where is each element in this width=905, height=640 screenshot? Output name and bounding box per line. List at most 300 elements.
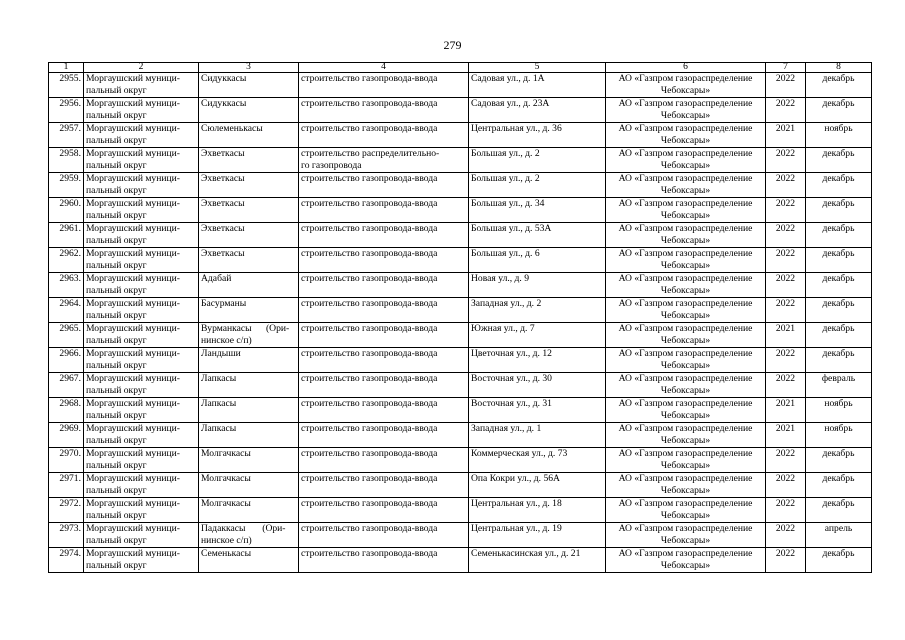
- settlement-cell: [199, 498, 299, 523]
- table-row: [49, 423, 872, 448]
- district-cell: [84, 173, 199, 198]
- district-line-2: пальный округ: [86, 259, 147, 271]
- work-line-1: строительство газопровода-ввода: [301, 298, 438, 309]
- work-line-1: строительство газопровода-ввода: [301, 123, 438, 134]
- address-cell: Центральная ул., д. 36: [469, 123, 606, 148]
- gasification-table: [48, 62, 872, 573]
- month-cell: декабрь: [806, 73, 872, 98]
- settlement-cell: [199, 548, 299, 573]
- district-line-1: Моргаушский муници-: [86, 298, 180, 309]
- work-cell: [299, 523, 469, 548]
- work-cell: [299, 148, 469, 173]
- address-cell: Большая ул., д. 2: [469, 148, 606, 173]
- work-cell: [299, 548, 469, 573]
- organization-cell: [606, 73, 766, 98]
- address-cell: Садовая ул., д. 23А: [469, 98, 606, 123]
- year-cell: 2022: [766, 148, 806, 173]
- work-cell: [299, 273, 469, 298]
- work-line-1: строительство газопровода-ввода: [301, 73, 438, 84]
- organization-cell: [606, 523, 766, 548]
- settlement-cell: [199, 98, 299, 123]
- table-row: [49, 473, 872, 498]
- organization-line-2: Чебоксары»: [660, 209, 711, 221]
- organization-line-2: Чебоксары»: [660, 559, 711, 571]
- address-cell: Садовая ул., д. 1А: [469, 73, 606, 98]
- address-cell: Центральная ул., д. 19: [469, 523, 606, 548]
- settlement-cell: [199, 223, 299, 248]
- work-cell: [299, 323, 469, 348]
- address-cell: Восточная ул., д. 31: [469, 398, 606, 423]
- district-cell: [84, 298, 199, 323]
- organization-line-1: АО «Газпром газораспределение: [618, 548, 753, 559]
- district-line-1: Моргаушский муници-: [86, 223, 180, 234]
- row-number: 2957.: [49, 123, 84, 148]
- district-cell: [84, 373, 199, 398]
- district-cell: [84, 73, 199, 98]
- table-row: [49, 373, 872, 398]
- row-number: 2956.: [49, 98, 84, 123]
- header-col-3: 3: [199, 63, 299, 73]
- month-cell: ноябрь: [806, 423, 872, 448]
- district-line-1: Моргаушский муници-: [86, 523, 180, 534]
- settlement-cell: [199, 248, 299, 273]
- district-line-2: пальный округ: [86, 509, 147, 521]
- settlement-line-1: Молгачкасы: [201, 448, 251, 459]
- row-number: 2961.: [49, 223, 84, 248]
- work-line-1: строительство газопровода-ввода: [301, 223, 438, 234]
- address-cell: Опа Кокри ул., д. 56А: [469, 473, 606, 498]
- row-number: 2960.: [49, 198, 84, 223]
- row-number: 2966.: [49, 348, 84, 373]
- work-cell: [299, 498, 469, 523]
- district-line-2: пальный округ: [86, 109, 147, 121]
- district-cell: [84, 398, 199, 423]
- month-cell: декабрь: [806, 473, 872, 498]
- work-cell: [299, 348, 469, 373]
- row-number: 2959.: [49, 173, 84, 198]
- work-line-1: строительство газопровода-ввода: [301, 248, 438, 259]
- district-line-1: Моргаушский муници-: [86, 198, 180, 209]
- settlement-line-1: Эхветкасы: [201, 148, 245, 159]
- district-line-2: пальный округ: [86, 534, 147, 546]
- row-number: 2969.: [49, 423, 84, 448]
- settlement-cell: [199, 198, 299, 223]
- district-line-2: пальный округ: [86, 484, 147, 496]
- month-cell: декабрь: [806, 323, 872, 348]
- organization-line-1: АО «Газпром газораспределение: [618, 148, 753, 159]
- table-header-row: [49, 63, 872, 73]
- organization-cell: [606, 498, 766, 523]
- settlement-cell: [199, 323, 299, 348]
- work-cell: [299, 373, 469, 398]
- table-row: [49, 123, 872, 148]
- organization-line-2: Чебоксары»: [660, 359, 711, 371]
- district-line-2: пальный округ: [86, 559, 147, 571]
- district-line-2: пальный округ: [86, 384, 147, 396]
- organization-line-2: Чебоксары»: [660, 134, 711, 146]
- organization-line-2: Чебоксары»: [660, 309, 711, 321]
- organization-cell: [606, 548, 766, 573]
- year-cell: 2022: [766, 198, 806, 223]
- district-line-2: пальный округ: [86, 209, 147, 221]
- organization-line-1: АО «Газпром газораспределение: [618, 73, 753, 84]
- month-cell: декабрь: [806, 173, 872, 198]
- settlement-line-1: Ландыши: [201, 348, 241, 359]
- organization-line-2: Чебоксары»: [660, 384, 711, 396]
- table-row: [49, 348, 872, 373]
- organization-line-1: АО «Газпром газораспределение: [618, 323, 753, 334]
- district-line-1: Моргаушский муници-: [86, 398, 180, 409]
- organization-line-1: АО «Газпром газораспределение: [618, 448, 753, 459]
- district-cell: [84, 523, 199, 548]
- table-row: [49, 523, 872, 548]
- work-line-1: строительство газопровода-ввода: [301, 98, 438, 109]
- year-cell: 2022: [766, 173, 806, 198]
- work-cell: [299, 298, 469, 323]
- settlement-line-1: Лапкасы: [201, 373, 237, 384]
- page-number: 279: [443, 38, 462, 52]
- year-cell: 2022: [766, 98, 806, 123]
- district-line-1: Моргаушский муници-: [86, 323, 180, 334]
- district-cell: [84, 473, 199, 498]
- district-cell: [84, 98, 199, 123]
- header-col-4: 4: [299, 63, 469, 73]
- table-row: [49, 198, 872, 223]
- organization-cell: [606, 323, 766, 348]
- address-cell: Южная ул., д. 7: [469, 323, 606, 348]
- settlement-line-1: Сидуккасы: [201, 73, 247, 84]
- organization-line-2: Чебоксары»: [660, 459, 711, 471]
- year-cell: 2022: [766, 298, 806, 323]
- settlement-line-2: нинское с/п): [201, 334, 252, 346]
- table-row: [49, 298, 872, 323]
- organization-line-1: АО «Газпром газораспределение: [618, 498, 753, 509]
- district-cell: [84, 273, 199, 298]
- organization-line-2: Чебоксары»: [660, 484, 711, 496]
- district-cell: [84, 123, 199, 148]
- year-cell: 2022: [766, 273, 806, 298]
- settlement-line-1: Семенькасы: [201, 548, 252, 559]
- address-cell: Восточная ул., д. 30: [469, 373, 606, 398]
- row-number: 2968.: [49, 398, 84, 423]
- address-cell: Новая ул., д. 9: [469, 273, 606, 298]
- organization-line-2: Чебоксары»: [660, 334, 711, 346]
- year-cell: 2021: [766, 398, 806, 423]
- work-line-2: го газопровода: [301, 159, 362, 171]
- organization-line-2: Чебоксары»: [660, 159, 711, 171]
- settlement-line-1: Лапкасы: [201, 398, 237, 409]
- settlement-line-1: Эхветкасы: [201, 173, 245, 184]
- work-line-1: строительство газопровода-ввода: [301, 173, 438, 184]
- district-line-2: пальный округ: [86, 84, 147, 96]
- month-cell: декабрь: [806, 548, 872, 573]
- settlement-line-1: Вурманкасы (Ори-: [201, 323, 290, 334]
- district-cell: [84, 348, 199, 373]
- year-cell: 2022: [766, 523, 806, 548]
- organization-line-1: АО «Газпром газораспределение: [618, 123, 753, 134]
- district-cell: [84, 198, 199, 223]
- district-line-1: Моргаушский муници-: [86, 98, 180, 109]
- work-cell: [299, 73, 469, 98]
- district-line-1: Моргаушский муници-: [86, 73, 180, 84]
- table-row: [49, 273, 872, 298]
- settlement-cell: [199, 173, 299, 198]
- district-cell: [84, 498, 199, 523]
- organization-line-1: АО «Газпром газораспределение: [618, 398, 753, 409]
- month-cell: декабрь: [806, 498, 872, 523]
- header-col-7: 7: [766, 63, 806, 73]
- organization-line-1: АО «Газпром газораспределение: [618, 523, 753, 534]
- row-number: 2973.: [49, 523, 84, 548]
- organization-line-2: Чебоксары»: [660, 84, 711, 96]
- organization-line-2: Чебоксары»: [660, 509, 711, 521]
- district-line-2: пальный округ: [86, 434, 147, 446]
- settlement-line-1: Молгачкасы: [201, 473, 251, 484]
- row-number: 2962.: [49, 248, 84, 273]
- settlement-line-1: Падаккасы (Ори-: [201, 523, 286, 534]
- organization-cell: [606, 173, 766, 198]
- work-cell: [299, 223, 469, 248]
- work-line-1: строительство газопровода-ввода: [301, 373, 438, 384]
- organization-cell: [606, 148, 766, 173]
- month-cell: декабрь: [806, 98, 872, 123]
- work-line-1: строительство газопровода-ввода: [301, 498, 438, 509]
- organization-line-2: Чебоксары»: [660, 259, 711, 271]
- work-line-1: строительство газопровода-ввода: [301, 323, 438, 334]
- row-number: 2955.: [49, 73, 84, 98]
- organization-line-2: Чебоксары»: [660, 434, 711, 446]
- settlement-cell: [199, 398, 299, 423]
- row-number: 2963.: [49, 273, 84, 298]
- work-line-1: строительство газопровода-ввода: [301, 448, 438, 459]
- organization-line-1: АО «Газпром газораспределение: [618, 248, 753, 259]
- address-cell: Большая ул., д. 53А: [469, 223, 606, 248]
- settlement-line-1: Лапкасы: [201, 423, 237, 434]
- settlement-cell: [199, 423, 299, 448]
- table-row: [49, 148, 872, 173]
- organization-line-1: АО «Газпром газораспределение: [618, 198, 753, 209]
- district-line-1: Моргаушский муници-: [86, 423, 180, 434]
- address-cell: Цветочная ул., д. 12: [469, 348, 606, 373]
- organization-line-1: АО «Газпром газораспределение: [618, 223, 753, 234]
- work-cell: [299, 198, 469, 223]
- year-cell: 2022: [766, 473, 806, 498]
- address-cell: Центральная ул., д. 18: [469, 498, 606, 523]
- organization-line-1: АО «Газпром газораспределение: [618, 473, 753, 484]
- table-row: [49, 498, 872, 523]
- year-cell: 2021: [766, 323, 806, 348]
- district-line-1: Моргаушский муници-: [86, 548, 180, 559]
- work-cell: [299, 473, 469, 498]
- settlement-cell: [199, 448, 299, 473]
- settlement-cell: [199, 348, 299, 373]
- row-number: 2971.: [49, 473, 84, 498]
- month-cell: декабрь: [806, 248, 872, 273]
- organization-cell: [606, 298, 766, 323]
- header-col-8: 8: [806, 63, 872, 73]
- district-line-2: пальный округ: [86, 134, 147, 146]
- work-cell: [299, 448, 469, 473]
- row-number: 2967.: [49, 373, 84, 398]
- year-cell: 2021: [766, 123, 806, 148]
- work-cell: [299, 173, 469, 198]
- work-cell: [299, 398, 469, 423]
- district-line-1: Моргаушский муници-: [86, 473, 180, 484]
- year-cell: 2021: [766, 423, 806, 448]
- table-row: [49, 223, 872, 248]
- year-cell: 2022: [766, 548, 806, 573]
- district-line-1: Моргаушский муници-: [86, 373, 180, 384]
- organization-line-1: АО «Газпром газораспределение: [618, 98, 753, 109]
- header-col-1: 1: [49, 63, 84, 73]
- organization-line-2: Чебоксары»: [660, 409, 711, 421]
- work-line-1: строительство газопровода-ввода: [301, 348, 438, 359]
- settlement-line-1: Молгачкасы: [201, 498, 251, 509]
- work-line-1: строительство газопровода-ввода: [301, 423, 438, 434]
- row-number: 2972.: [49, 498, 84, 523]
- district-line-1: Моргаушский муници-: [86, 498, 180, 509]
- district-line-2: пальный округ: [86, 334, 147, 346]
- month-cell: декабрь: [806, 148, 872, 173]
- organization-line-1: АО «Газпром газораспределение: [618, 373, 753, 384]
- month-cell: декабрь: [806, 348, 872, 373]
- work-cell: [299, 423, 469, 448]
- settlement-line-1: Эхветкасы: [201, 198, 245, 209]
- row-number: 2970.: [49, 448, 84, 473]
- district-cell: [84, 323, 199, 348]
- organization-cell: [606, 248, 766, 273]
- year-cell: 2022: [766, 498, 806, 523]
- settlement-cell: [199, 523, 299, 548]
- month-cell: ноябрь: [806, 123, 872, 148]
- row-number: 2974.: [49, 548, 84, 573]
- district-line-1: Моргаушский муници-: [86, 173, 180, 184]
- organization-line-1: АО «Газпром газораспределение: [618, 273, 753, 284]
- settlement-cell: [199, 373, 299, 398]
- district-cell: [84, 223, 199, 248]
- organization-line-1: АО «Газпром газораспределение: [618, 348, 753, 359]
- work-line-1: строительство распределительно-: [301, 148, 440, 159]
- district-line-1: Моргаушский муници-: [86, 448, 180, 459]
- organization-line-2: Чебоксары»: [660, 534, 711, 546]
- organization-line-2: Чебоксары»: [660, 234, 711, 246]
- year-cell: 2022: [766, 373, 806, 398]
- month-cell: декабрь: [806, 448, 872, 473]
- organization-cell: [606, 448, 766, 473]
- address-cell: Коммерческая ул., д. 73: [469, 448, 606, 473]
- district-line-2: пальный округ: [86, 284, 147, 296]
- district-line-2: пальный округ: [86, 459, 147, 471]
- row-number: 2958.: [49, 148, 84, 173]
- settlement-line-1: Эхветкасы: [201, 248, 245, 259]
- district-line-1: Моргаушский муници-: [86, 148, 180, 159]
- work-cell: [299, 98, 469, 123]
- district-line-1: Моргаушский муници-: [86, 273, 180, 284]
- year-cell: 2022: [766, 73, 806, 98]
- table-row: [49, 548, 872, 573]
- work-line-1: строительство газопровода-ввода: [301, 273, 438, 284]
- settlement-cell: [199, 123, 299, 148]
- district-cell: [84, 423, 199, 448]
- organization-cell: [606, 123, 766, 148]
- address-cell: Большая ул., д. 2: [469, 173, 606, 198]
- address-cell: Западная ул., д. 2: [469, 298, 606, 323]
- settlement-line-1: Сюлеменькасы: [201, 123, 263, 134]
- address-cell: Большая ул., д. 34: [469, 198, 606, 223]
- settlement-cell: [199, 473, 299, 498]
- header-col-6: 6: [606, 63, 766, 73]
- table-row: [49, 398, 872, 423]
- table-row: [49, 98, 872, 123]
- address-cell: Семенькасинская ул., д. 21: [469, 548, 606, 573]
- month-cell: декабрь: [806, 198, 872, 223]
- district-line-1: Моргаушский муници-: [86, 348, 180, 359]
- organization-cell: [606, 373, 766, 398]
- settlement-line-1: Эхветкасы: [201, 223, 245, 234]
- district-line-2: пальный округ: [86, 309, 147, 321]
- work-line-1: строительство газопровода-ввода: [301, 473, 438, 484]
- table-row: [49, 323, 872, 348]
- organization-line-1: АО «Газпром газораспределение: [618, 298, 753, 309]
- district-cell: [84, 548, 199, 573]
- district-line-1: Моргаушский муници-: [86, 123, 180, 134]
- settlement-cell: [199, 148, 299, 173]
- work-line-1: строительство газопровода-ввода: [301, 548, 438, 559]
- work-line-1: строительство газопровода-ввода: [301, 398, 438, 409]
- district-line-1: Моргаушский муници-: [86, 248, 180, 259]
- year-cell: 2022: [766, 223, 806, 248]
- table-row: [49, 73, 872, 98]
- settlement-cell: [199, 73, 299, 98]
- header-col-2: 2: [84, 63, 199, 73]
- work-line-1: строительство газопровода-ввода: [301, 198, 438, 209]
- row-number: 2965.: [49, 323, 84, 348]
- organization-line-1: АО «Газпром газораспределение: [618, 173, 753, 184]
- organization-line-2: Чебоксары»: [660, 109, 711, 121]
- settlement-line-2: нинское с/п): [201, 534, 252, 546]
- month-cell: февраль: [806, 373, 872, 398]
- year-cell: 2022: [766, 448, 806, 473]
- organization-cell: [606, 348, 766, 373]
- organization-cell: [606, 223, 766, 248]
- district-line-2: пальный округ: [86, 409, 147, 421]
- organization-cell: [606, 98, 766, 123]
- organization-cell: [606, 198, 766, 223]
- settlement-line-1: Адабай: [201, 273, 232, 284]
- organization-line-2: Чебоксары»: [660, 184, 711, 196]
- year-cell: 2022: [766, 248, 806, 273]
- address-cell: Западная ул., д. 1: [469, 423, 606, 448]
- district-line-2: пальный округ: [86, 359, 147, 371]
- settlement-line-1: Басурманы: [201, 298, 247, 309]
- organization-cell: [606, 273, 766, 298]
- work-cell: [299, 123, 469, 148]
- settlement-cell: [199, 298, 299, 323]
- organization-line-1: АО «Газпром газораспределение: [618, 423, 753, 434]
- table-row: [49, 173, 872, 198]
- year-cell: 2022: [766, 348, 806, 373]
- month-cell: декабрь: [806, 273, 872, 298]
- organization-line-2: Чебоксары»: [660, 284, 711, 296]
- settlement-cell: [199, 273, 299, 298]
- month-cell: ноябрь: [806, 398, 872, 423]
- settlement-line-1: Сидуккасы: [201, 98, 247, 109]
- organization-cell: [606, 423, 766, 448]
- work-cell: [299, 248, 469, 273]
- month-cell: апрель: [806, 523, 872, 548]
- work-line-1: строительство газопровода-ввода: [301, 523, 438, 534]
- district-cell: [84, 448, 199, 473]
